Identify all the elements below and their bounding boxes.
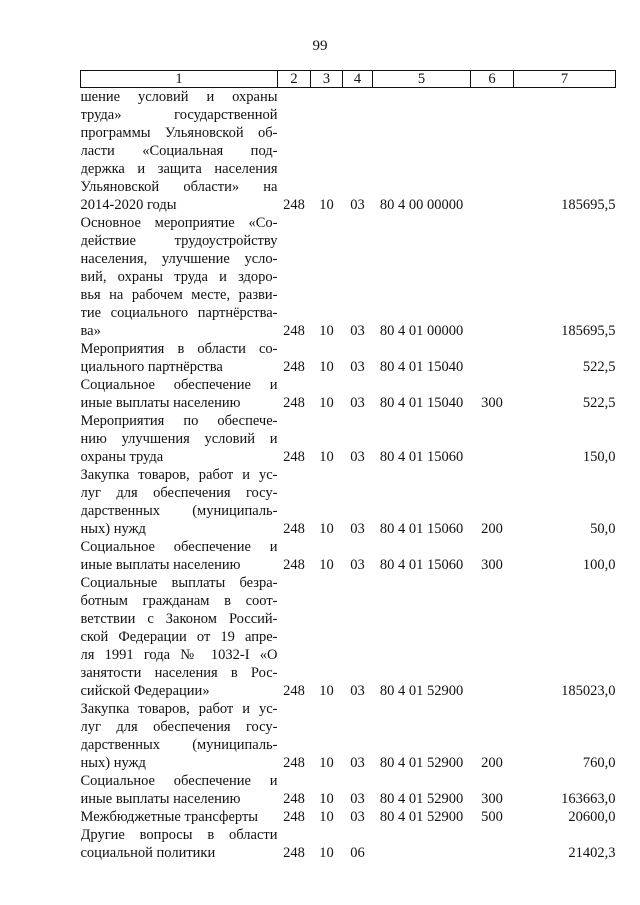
expense-type-code	[471, 340, 514, 376]
ministry-code: 248	[283, 323, 305, 339]
amount-value: 185023,0	[561, 683, 616, 699]
description-line: держка и защита населения	[80, 161, 278, 177]
description-line: ных) нужд	[80, 521, 146, 537]
description-line: Социальные выплаты безра-	[80, 575, 278, 591]
description-line: вья на рабочем месте, разви-	[80, 287, 278, 303]
ministry-code: 248	[283, 359, 305, 375]
description-line: Социальное обеспечение и	[80, 377, 278, 393]
row-description	[81, 214, 278, 340]
subsection-code: 03	[350, 359, 365, 375]
column-header: 3	[311, 71, 343, 88]
table-row	[81, 574, 616, 700]
subsection-code: 03	[350, 521, 365, 537]
ministry-code: 248	[283, 845, 305, 861]
description-line: Закупка товаров, работ и ус-	[80, 467, 278, 483]
description-line: Межбюджетные трансферты	[80, 809, 259, 825]
description-line: ва»	[80, 323, 101, 339]
ministry-code: 248	[283, 791, 305, 807]
description-line: населения, улучшение усло-	[80, 251, 278, 267]
description-line: Мероприятия в области со-	[80, 341, 278, 357]
description-line: занятости населения в Рос-	[80, 665, 278, 681]
amount-value: 163663,0	[561, 791, 616, 807]
description-line: циального партнёрства	[80, 359, 223, 375]
target-article-code: 80 4 01 15060	[379, 557, 464, 573]
description-line: вий, охраны труда и здоро-	[80, 269, 278, 285]
expense-type-code	[471, 214, 514, 340]
expense-type-code: 300	[481, 791, 503, 807]
section-code: 10	[319, 197, 334, 213]
target-article-code: 80 4 01 15060	[379, 449, 464, 465]
description-line: ных) нужд	[80, 755, 146, 771]
description-line: иные выплаты населению	[80, 791, 241, 807]
row-description	[81, 538, 278, 574]
description-line: ля 1991 года № 1032-I «О	[80, 647, 278, 663]
description-line: ской Федерации от 19 апре-	[80, 629, 278, 645]
subsection-code: 03	[350, 791, 365, 807]
target-article-code: 80 4 01 15040	[379, 359, 464, 375]
amount-value: 21402,3	[568, 845, 616, 861]
table-row	[81, 412, 616, 466]
section-code: 10	[319, 755, 334, 771]
column-header: 7	[514, 71, 616, 88]
subsection-code: 03	[350, 683, 365, 699]
section-code: 10	[319, 809, 334, 825]
description-line: дарственных (муниципаль-	[80, 737, 278, 753]
description-line: Социальное обеспечение и	[80, 539, 278, 555]
table-row	[81, 88, 616, 215]
target-article-code: 80 4 01 15060	[379, 521, 464, 537]
expense-type-code	[471, 826, 514, 862]
expense-type-code	[471, 412, 514, 466]
target-article-code: 80 4 01 52900	[379, 791, 464, 807]
table-row	[81, 214, 616, 340]
amount-value: 185695,5	[561, 197, 616, 213]
amount-value: 522,5	[582, 395, 616, 411]
description-line: Закупка товаров, работ и ус-	[80, 701, 278, 717]
subsection-code: 03	[350, 323, 365, 339]
table-row	[81, 826, 616, 862]
column-header: 6	[471, 71, 514, 88]
row-description	[81, 826, 278, 862]
description-line: дарственных (муниципаль-	[80, 503, 278, 519]
description-line: иные выплаты населению	[80, 557, 241, 573]
target-article-code: 80 4 01 00000	[379, 323, 464, 339]
subsection-code: 03	[350, 755, 365, 771]
amount-value: 100,0	[582, 557, 616, 573]
table-body	[81, 88, 616, 863]
description-line: Основное мероприятие «Со-	[80, 215, 278, 231]
amount-value: 522,5	[582, 359, 616, 375]
amount-value: 760,0	[582, 755, 616, 771]
section-code: 10	[319, 791, 334, 807]
amount-value: 150,0	[582, 449, 616, 465]
description-line: луг для обеспечения госу-	[80, 485, 278, 501]
description-line: шение условий и охраны	[80, 89, 278, 105]
ministry-code: 248	[283, 755, 305, 771]
ministry-code: 248	[283, 395, 305, 411]
expense-type-code: 200	[481, 521, 503, 537]
subsection-code: 06	[350, 845, 365, 861]
ministry-code: 248	[283, 683, 305, 699]
section-code: 10	[319, 683, 334, 699]
budget-table	[80, 70, 616, 862]
description-line: тие социального партнёрства-	[80, 305, 278, 321]
amount-value: 50,0	[590, 521, 616, 537]
column-header: 4	[343, 71, 373, 88]
expense-type-code: 200	[481, 755, 503, 771]
expense-type-code: 300	[481, 557, 503, 573]
table-row	[81, 466, 616, 538]
description-line: ботным гражданам в соот-	[80, 593, 278, 609]
target-article-code: 80 4 01 52900	[379, 755, 464, 771]
table-row	[81, 808, 616, 826]
description-line: 2014-2020 годы	[80, 197, 177, 213]
section-code: 10	[319, 323, 334, 339]
section-code: 10	[319, 845, 334, 861]
row-description	[81, 466, 278, 538]
target-article-code: 80 4 01 15040	[379, 395, 464, 411]
description-line: программы Ульяновской об-	[80, 125, 278, 141]
description-line: социальной политики	[80, 845, 216, 861]
table-row	[81, 700, 616, 772]
description-line: Ульяновской области» на	[80, 179, 278, 195]
table-row	[81, 538, 616, 574]
column-header: 2	[278, 71, 311, 88]
subsection-code: 03	[350, 557, 365, 573]
ministry-code: 248	[283, 449, 305, 465]
section-code: 10	[319, 395, 334, 411]
description-line: Социальное обеспечение и	[80, 773, 278, 789]
table-row	[81, 340, 616, 376]
target-article-code	[373, 826, 471, 862]
description-line: Другие вопросы в области	[80, 827, 278, 843]
expense-type-code	[471, 574, 514, 700]
target-article-code: 80 4 01 52900	[379, 683, 464, 699]
description-line: охраны труда	[80, 449, 164, 465]
row-description	[81, 808, 278, 826]
column-header: 1	[81, 71, 278, 88]
column-header: 5	[373, 71, 471, 88]
subsection-code: 03	[350, 809, 365, 825]
table-row	[81, 772, 616, 808]
description-line: труда» государственной	[80, 107, 278, 123]
description-line: сийской Федерации»	[80, 683, 210, 699]
subsection-code: 03	[350, 197, 365, 213]
ministry-code: 248	[283, 521, 305, 537]
subsection-code: 03	[350, 395, 365, 411]
expense-type-code: 300	[481, 395, 503, 411]
row-description	[81, 376, 278, 412]
table-row	[81, 376, 616, 412]
expense-type-code	[471, 88, 514, 215]
description-line: луг для обеспечения госу-	[80, 719, 278, 735]
ministry-code: 248	[283, 809, 305, 825]
ministry-code: 248	[283, 557, 305, 573]
target-article-code: 80 4 01 52900	[379, 809, 464, 825]
row-description	[81, 772, 278, 808]
amount-value: 20600,0	[568, 809, 616, 825]
section-code: 10	[319, 449, 334, 465]
row-description	[81, 574, 278, 700]
target-article-code: 80 4 00 00000	[379, 197, 464, 213]
section-code: 10	[319, 521, 334, 537]
description-line: иные выплаты населению	[80, 395, 241, 411]
row-description	[81, 340, 278, 376]
description-line: действие трудоустройству	[80, 233, 278, 249]
description-line: ветствии с Законом Россий-	[80, 611, 278, 627]
ministry-code: 248	[283, 197, 305, 213]
row-description	[81, 700, 278, 772]
description-line: нию улучшения условий и	[80, 431, 278, 447]
expense-type-code: 500	[481, 809, 503, 825]
row-description	[81, 412, 278, 466]
subsection-code: 03	[350, 449, 365, 465]
amount-value: 185695,5	[561, 323, 616, 339]
description-line: Мероприятия по обеспече-	[80, 413, 278, 429]
section-code: 10	[319, 359, 334, 375]
description-line: ласти «Социальная под-	[80, 143, 278, 159]
table-header-row	[81, 71, 616, 88]
page-number: 99	[312, 38, 328, 54]
row-description	[81, 88, 278, 215]
section-code: 10	[319, 557, 334, 573]
